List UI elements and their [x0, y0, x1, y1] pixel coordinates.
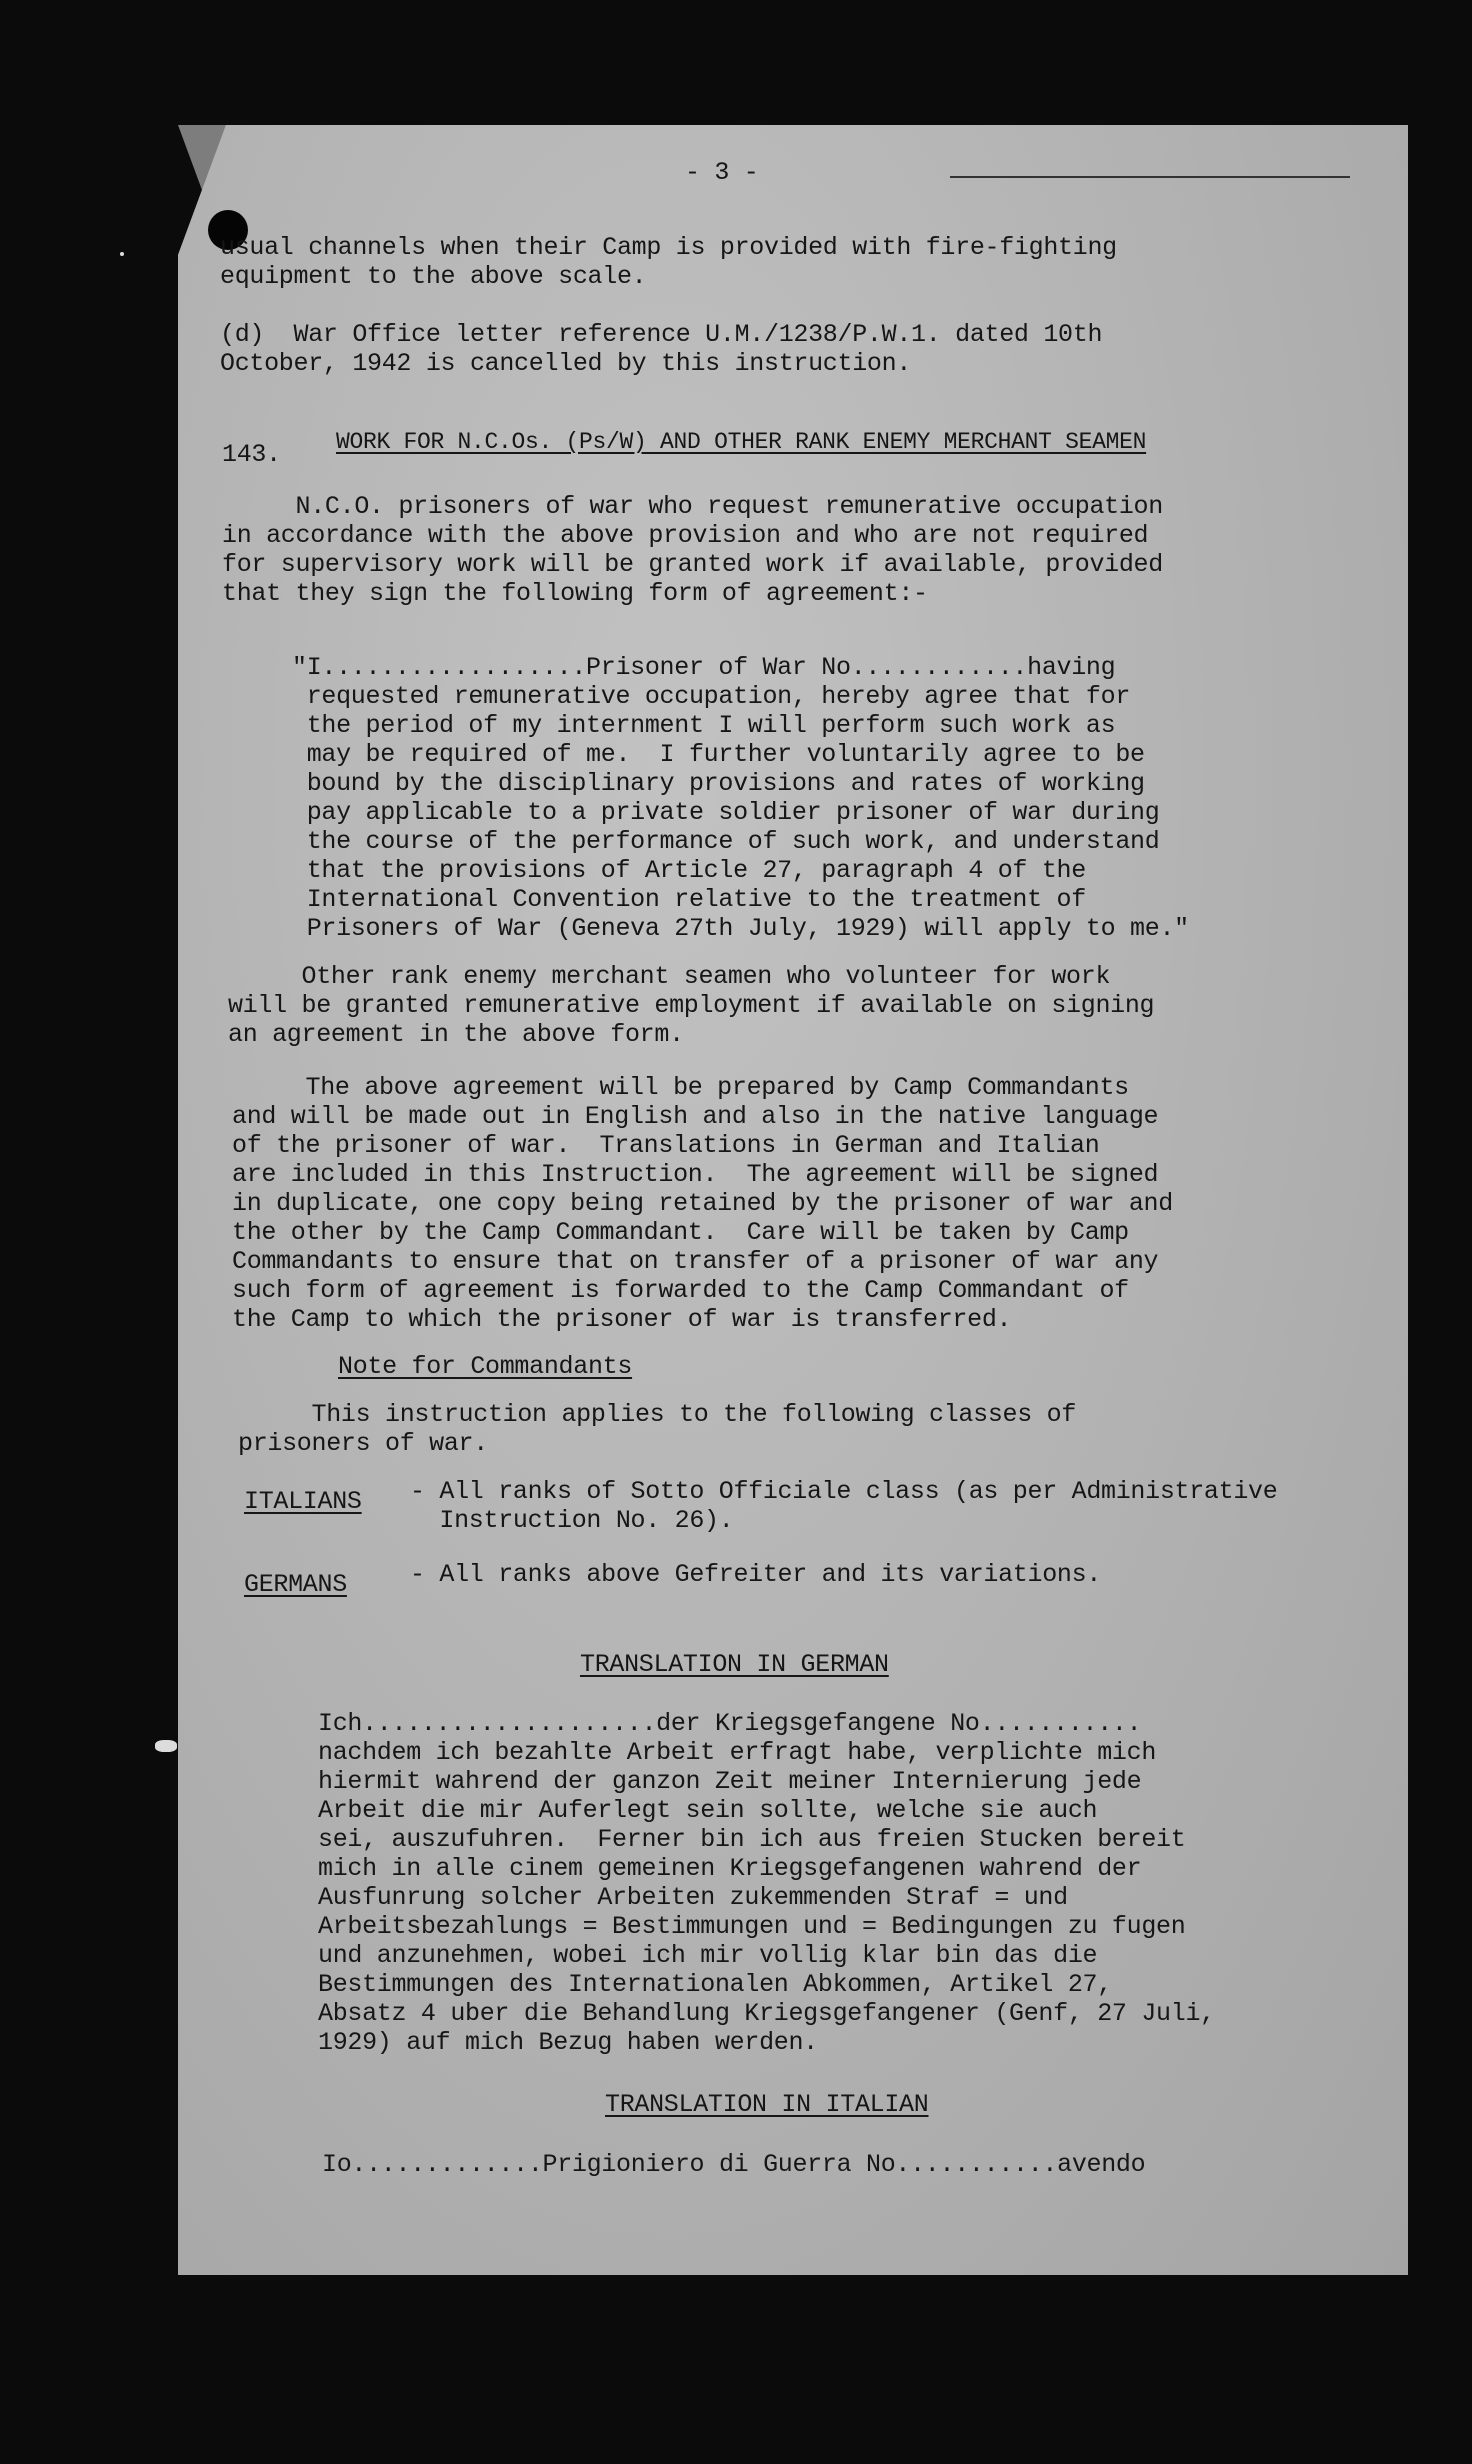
note-heading: Note for Commandants	[338, 1352, 633, 1381]
para1-line-2: in accordance with the above provision and who are not required	[222, 521, 1149, 550]
germans-line: - All ranks above Gefreiter and its variations.	[410, 1560, 1102, 1589]
german-line-1: Ich....................der Kriegsgefangene No...........	[318, 1709, 1142, 1738]
scan-dot	[120, 252, 124, 256]
top-rule	[950, 176, 1350, 178]
note-line-2: prisoners of war.	[238, 1429, 488, 1458]
para3-line-7: Commandants to ensure that on transfer of a prisoner of war any	[232, 1247, 1159, 1276]
para3-line-1: The above agreement will be prepared by Camp Commandants	[232, 1073, 1129, 1102]
scan-speck	[155, 1740, 177, 1752]
agreement-line-5: bound by the disciplinary provisions and rates of working	[292, 769, 1145, 798]
agreement-line-6: pay applicable to a private soldier prisoner of war during	[292, 798, 1160, 827]
agreement-line-4: may be required of me. I further voluntarily agree to be	[292, 740, 1145, 769]
section-heading: WORK FOR N.C.Os. (Ps/W) AND OTHER RANK ENEMY MERCHANT SEAMEN	[336, 429, 1147, 455]
para3-line-8: such form of agreement is forwarded to the Camp Commandant of	[232, 1276, 1129, 1305]
german-line-12: 1929) auf mich Bezug haben werden.	[318, 2028, 818, 2057]
german-line-11: Absatz 4 uber die Behandlung Kriegsgefangener (Genf, 27 Juli,	[318, 1999, 1215, 2028]
german-line-7: Ausfunrung solcher Arbeiten zukemmenden Straf = und	[318, 1883, 1068, 1912]
para3-line-9: the Camp to which the prisoner of war is transferred.	[232, 1305, 1012, 1334]
italians-label: ITALIANS	[244, 1487, 362, 1516]
agreement-line-8: that the provisions of Article 27, paragraph 4 of the	[292, 856, 1086, 885]
german-line-6: mich in alle cinem gemeinen Kriegsgefangenen wahrend der	[318, 1854, 1142, 1883]
section-number: 143.	[222, 440, 281, 469]
agreement-line-9: International Convention relative to the treatment of	[292, 885, 1086, 914]
agreement-line-10: Prisoners of War (Geneva 27th July, 1929) will apply to me."	[292, 914, 1189, 943]
para2-line-3: an agreement in the above form.	[228, 1020, 684, 1049]
italians-line-2: Instruction No. 26).	[410, 1506, 734, 1535]
german-line-2: nachdem ich bezahlte Arbeit erfragt habe, verplichte mich	[318, 1738, 1157, 1767]
para3-line-3: of the prisoner of war. Translations in German and Italian	[232, 1131, 1100, 1160]
italians-line-1: - All ranks of Sotto Officiale class (as per Administrative	[410, 1477, 1278, 1506]
paragraph-d-line-2: October, 1942 is cancelled by this instruction.	[220, 349, 912, 378]
german-line-3: hiermit wahrend der ganzon Zeit meiner Internierung jede	[318, 1767, 1142, 1796]
para3-line-6: the other by the Camp Commandant. Care will be taken by Camp	[232, 1218, 1129, 1247]
italian-heading: TRANSLATION IN ITALIAN	[605, 2090, 929, 2119]
agreement-line-2: requested remunerative occupation, hereby agree that for	[292, 682, 1131, 711]
german-heading: TRANSLATION IN GERMAN	[580, 1650, 889, 1679]
continuation-line-1: usual channels when their Camp is provided with fire-fighting	[220, 233, 1117, 262]
para2-line-1: Other rank enemy merchant seamen who volunteer for work	[228, 962, 1111, 991]
german-line-5: sei, auszufuhren. Ferner bin ich aus freien Stucken bereit	[318, 1825, 1186, 1854]
note-line-1: This instruction applies to the following classes of	[238, 1400, 1077, 1429]
german-line-4: Arbeit die mir Auferlegt sein sollte, welche sie auch	[318, 1796, 1098, 1825]
agreement-line-1: "I..................Prisoner of War No............having	[292, 653, 1116, 682]
para3-line-2: and will be made out in English and also in the native language	[232, 1102, 1159, 1131]
para3-line-5: in duplicate, one copy being retained by the prisoner of war and	[232, 1189, 1173, 1218]
para3-line-4: are included in this Instruction. The agreement will be signed	[232, 1160, 1159, 1189]
para1-line-1: N.C.O. prisoners of war who request remunerative occupation	[222, 492, 1163, 521]
continuation-line-2: equipment to the above scale.	[220, 262, 647, 291]
para1-line-4: that they sign the following form of agreement:-	[222, 579, 928, 608]
german-line-10: Bestimmungen des Internationalen Abkommen, Artikel 27,	[318, 1970, 1112, 1999]
page-number: - 3 -	[685, 158, 759, 187]
german-line-8: Arbeitsbezahlungs = Bestimmungen und = Bedingungen zu fugen	[318, 1912, 1186, 1941]
para1-line-3: for supervisory work will be granted work if available, provided	[222, 550, 1163, 579]
paragraph-d-line-1: (d) War Office letter reference U.M./1238/P.W.1. dated 10th	[220, 320, 1103, 349]
germans-label: GERMANS	[244, 1570, 347, 1599]
agreement-line-3: the period of my internment I will perform such work as	[292, 711, 1116, 740]
italian-line-1: Io.............Prigioniero di Guerra No...........avendo	[322, 2150, 1146, 2179]
german-line-9: und anzunehmen, wobei ich mir vollig klar bin das die	[318, 1941, 1098, 1970]
para2-line-2: will be granted remunerative employment if available on signing	[228, 991, 1155, 1020]
agreement-line-7: the course of the performance of such work, and understand	[292, 827, 1160, 856]
